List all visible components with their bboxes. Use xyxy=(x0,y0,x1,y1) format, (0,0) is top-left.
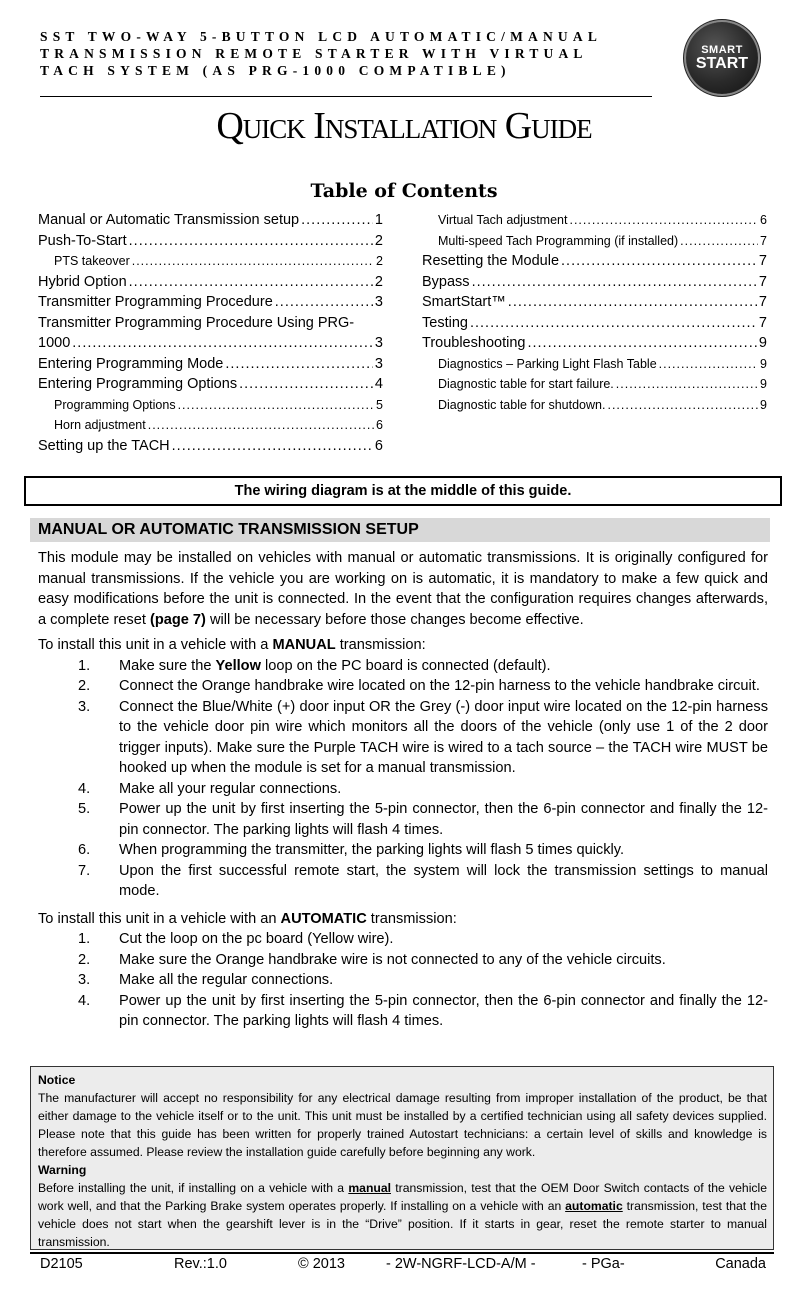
notice-text: The manufacturer will accept no responsibility for any electrical damage resulting from improper installation of the product, be that either damage to the vehicle itself or to the unit. This unit must be installed by a certified technician using all safety devices supplied. Please note that this guide has been written for properly trained Autostart technicians: a certain level of skills and knowledge is therefore assumed. Please review the installation guide carefully before beginning any work. xyxy=(38,1091,767,1159)
step-number: 4. xyxy=(78,992,91,1009)
header-divider xyxy=(40,96,652,97)
step-text xyxy=(119,656,768,677)
toc-entry-label: Virtual Tach adjustment xyxy=(438,213,568,227)
toc-subentry[interactable] xyxy=(422,395,767,416)
toc-leader-dots xyxy=(129,231,373,252)
footer-revision: Rev.:1.0 xyxy=(174,1256,227,1272)
document-header-title: SST TWO-WAY 5-BUTTON LCD AUTOMATIC/MANUAL TRANSMISSION REMOTE STARTER WITH VIRTUAL TACH SYSTEM (AS PRG-1000 COMPATIBLE) xyxy=(40,29,602,78)
toc-entry-label: Push-To-Start xyxy=(38,232,127,249)
warning-text-c: transmission, test that the vehicle does not start when the gearshift lever is in the “Drive” position. If it starts in gear, reset the remote starter to manual transmission. xyxy=(38,1199,767,1249)
step-text-pre: When programming the transmitter, the parking lights will flash 5 times quickly. xyxy=(119,842,625,858)
warning-text xyxy=(38,1179,767,1251)
toc-subentry[interactable] xyxy=(38,251,383,272)
toc-entry-continued[interactable] xyxy=(38,333,383,354)
step-text xyxy=(119,697,768,779)
intro-page-ref: (page 7) xyxy=(149,611,206,628)
toc-page-number: 7 xyxy=(758,253,767,269)
toc-entry[interactable] xyxy=(38,313,383,334)
toc-leader-dots xyxy=(607,395,758,416)
intro-paragraph xyxy=(38,548,768,630)
toc-entry[interactable] xyxy=(422,251,767,272)
toc-leader-dots xyxy=(132,251,374,272)
step-number: 5. xyxy=(78,801,91,817)
toc-leader-dots xyxy=(659,354,758,375)
step-text-pre: Connect the Orange handbrake wire located on the 12-pin harness to the vehicle handbrake circuit. xyxy=(119,678,760,694)
manual-intro-end: transmission: xyxy=(335,637,426,653)
step-number: 1. xyxy=(78,657,91,674)
toc-leader-dots xyxy=(561,251,757,272)
toc-leader-dots xyxy=(301,210,373,231)
toc-right-column xyxy=(422,210,767,415)
toc-page-number: 4 xyxy=(374,376,383,392)
toc-page-number: 3 xyxy=(374,294,383,310)
toc-leader-dots xyxy=(148,415,374,436)
toc-entry[interactable] xyxy=(422,272,767,293)
smartstart-logo xyxy=(686,22,758,94)
step-text-bold: Yellow xyxy=(215,657,261,674)
toc-subentry[interactable] xyxy=(422,354,767,375)
toc-entry-label: Transmitter Programming Procedure Using PRG- xyxy=(38,314,355,331)
toc-entry-label: PTS takeover xyxy=(54,254,130,268)
step-text: Cut the loop on the pc board (Yellow wire). xyxy=(119,931,394,947)
manual-step xyxy=(38,697,768,779)
toc-entry-label: Hybrid Option xyxy=(38,273,127,290)
toc-entry-label: Multi-speed Tach Programming (if installed) xyxy=(438,233,679,248)
manual-step xyxy=(38,840,768,861)
toc-page-number: 9 xyxy=(760,377,767,391)
toc-title: Table of Contents xyxy=(310,180,498,202)
warning-heading: Warning xyxy=(38,1163,87,1177)
toc-page-number: 6 xyxy=(374,437,383,454)
toc-leader-dots xyxy=(129,272,373,293)
step-text-post: loop on the PC board is connected (default). xyxy=(260,657,551,674)
manual-step xyxy=(38,799,768,840)
step-number: 3. xyxy=(78,972,91,988)
step-number: 2. xyxy=(78,678,91,694)
toc-entry-label: Transmitter Programming Procedure xyxy=(38,294,273,310)
toc-page-number: 3 xyxy=(374,355,383,372)
step-number: 4. xyxy=(78,780,91,797)
footer-country: Canada xyxy=(715,1256,766,1272)
warning-text-b: transmission, test that the OEM Door Switch contacts of the vehicle work well, and that the Parking Brake system operates properly. If installing on a vehicle with an xyxy=(38,1181,767,1213)
manual-steps-list xyxy=(38,656,768,902)
auto-intro-end: transmission: xyxy=(366,910,457,927)
intro-text-end: will be necessary before those changes become effective. xyxy=(205,611,584,628)
toc-page-number: 7 xyxy=(758,294,767,310)
step-text-pre: Connect the Blue/White (+) door input OR the Grey (-) door input wire located on the 12-pin harness to the vehicle door pin wire which monitors all the doors of the vehicle (only use 1 of the 2 door trigger inputs). Make sure the Purple TACH wire is wired to a tach source – the TACH wire MUST be hooked up when the module is set for a manual transmission. xyxy=(119,698,768,776)
auto-intro xyxy=(38,909,768,930)
toc-left-column xyxy=(38,210,383,456)
step-text xyxy=(119,779,768,800)
toc-entry-label: Manual or Automatic Transmission setup xyxy=(38,212,300,228)
manual-step xyxy=(38,656,768,677)
toc-page-number: 2 xyxy=(374,273,383,290)
toc-page-number: 7 xyxy=(758,314,767,331)
automatic-steps-list xyxy=(38,929,768,1032)
step-text: Make sure the Orange handbrake wire is not connected to any of the vehicle circuits. xyxy=(119,951,666,968)
manual-intro xyxy=(38,635,768,656)
toc-page-number: 3 xyxy=(374,335,383,351)
toc-leader-dots xyxy=(508,292,757,313)
automatic-step xyxy=(38,970,768,991)
step-text xyxy=(119,676,768,697)
toc-entry-label: Programming Options xyxy=(54,397,176,412)
warning-text-a: Before installing the unit, if installing on a vehicle with a xyxy=(38,1181,349,1195)
manual-step xyxy=(38,676,768,697)
page-footer xyxy=(30,1254,774,1274)
footer-page: - PGa- xyxy=(582,1256,625,1272)
toc-entry-label: Entering Programming Options xyxy=(38,376,238,392)
toc-page-number: 5 xyxy=(376,397,383,412)
toc-entry-label-cont: 1000 xyxy=(38,335,71,351)
automatic-step xyxy=(38,991,768,1032)
toc-entry-label: Horn adjustment xyxy=(54,418,146,432)
step-number: 2. xyxy=(78,951,91,968)
step-text-pre: Power up the unit by first inserting the 5-pin connector, then the 6-pin connector and finally the 12-pin connector. The parking lights will flash 4 times. xyxy=(119,801,768,838)
toc-page-number: 9 xyxy=(760,397,767,412)
toc-leader-dots xyxy=(470,313,757,334)
toc-page-number: 7 xyxy=(758,273,767,290)
manual-step xyxy=(38,861,768,902)
auto-intro-text: To install this unit in a vehicle with an xyxy=(38,910,281,927)
toc-entry-label: Diagnostic table for shutdown. xyxy=(438,397,606,412)
toc-page-number: 7 xyxy=(760,233,767,248)
warning-automatic-keyword: automatic xyxy=(565,1199,623,1213)
toc-page-number: 9 xyxy=(758,335,767,351)
toc-leader-dots xyxy=(239,374,373,395)
toc-page-number: 2 xyxy=(376,254,383,268)
toc-entry[interactable] xyxy=(422,313,767,334)
toc-entry-label: Testing xyxy=(422,314,468,331)
toc-subentry[interactable] xyxy=(422,374,767,395)
toc-entry-label: Setting up the TACH xyxy=(38,437,170,454)
toc-leader-dots xyxy=(680,231,758,252)
step-text: Power up the unit by first inserting the 5-pin connector, then the 6-pin connector and finally the 12-pin connector. The parking lights will flash 4 times. xyxy=(119,992,768,1029)
toc-leader-dots xyxy=(616,374,758,395)
toc-entry[interactable] xyxy=(422,292,767,313)
section-body xyxy=(38,548,768,1039)
automatic-step xyxy=(38,929,768,950)
toc-entry-label: SmartStart™ xyxy=(422,294,506,310)
toc-leader-dots xyxy=(569,210,758,231)
toc-leader-dots xyxy=(72,333,373,354)
step-number: 1. xyxy=(78,931,91,947)
intro-text: This module may be installed on vehicles with manual or automatic transmissions. It is originally configured for manual transmissions. If the vehicle you are working on is automatic, it is mandatory to make a few quick and easy modifications before the unit is connected. In the event that the configuration requires changes afterwards, a complete reset xyxy=(38,550,768,628)
footer-copyright: © 2013 xyxy=(298,1256,345,1272)
toc-entry[interactable] xyxy=(38,292,383,313)
automatic-step xyxy=(38,950,768,971)
toc-entry-label: Bypass xyxy=(422,273,470,290)
step-number: 6. xyxy=(78,842,91,858)
toc-entry[interactable] xyxy=(422,333,767,354)
toc-subentry[interactable] xyxy=(422,210,767,231)
toc-leader-dots xyxy=(225,354,373,375)
logo-text-smart: SMART xyxy=(701,43,743,56)
toc-leader-dots xyxy=(275,292,373,313)
wiring-diagram-note: The wiring diagram is at the middle of this guide. xyxy=(24,476,782,506)
logo-text-start: START xyxy=(695,54,749,72)
step-text: Make all the regular connections. xyxy=(119,972,334,988)
toc-entry[interactable] xyxy=(38,436,383,457)
step-text xyxy=(119,861,768,902)
toc-leader-dots xyxy=(178,395,374,416)
toc-leader-dots xyxy=(527,333,756,354)
toc-entry-label: Diagnostic table for start failure. xyxy=(438,377,614,391)
toc-page-number: 6 xyxy=(376,418,383,432)
manual-step xyxy=(38,779,768,800)
manual-intro-text: To install this unit in a vehicle with a xyxy=(38,637,273,653)
toc-entry-label: Troubleshooting xyxy=(422,335,526,351)
toc-entry[interactable] xyxy=(38,210,383,231)
section-heading: MANUAL OR AUTOMATIC TRANSMISSION SETUP xyxy=(30,518,770,542)
toc-entry[interactable] xyxy=(38,231,383,252)
step-text-pre: Make sure the xyxy=(119,657,216,674)
notice-heading: Notice xyxy=(38,1073,76,1087)
guide-title: Quick Installation Guide xyxy=(216,105,592,147)
toc-subentry[interactable] xyxy=(38,395,383,416)
footer-model: - 2W-NGRF-LCD-A/M - xyxy=(386,1256,536,1272)
step-number: 3. xyxy=(78,698,91,715)
step-text xyxy=(119,840,768,861)
automatic-keyword: AUTOMATIC xyxy=(280,910,367,927)
step-number: 7. xyxy=(78,862,91,879)
toc-subentry[interactable] xyxy=(38,415,383,436)
toc-entry[interactable] xyxy=(38,272,383,293)
manual-keyword: MANUAL xyxy=(272,637,336,653)
step-text-pre: Make all your regular connections. xyxy=(119,780,342,797)
toc-entry-label: Diagnostics – Parking Light Flash Table xyxy=(438,356,657,371)
warning-manual-keyword: manual xyxy=(348,1181,391,1195)
toc-entry[interactable] xyxy=(38,374,383,395)
toc-subentry[interactable] xyxy=(422,231,767,252)
toc-entry-label: Resetting the Module xyxy=(422,253,560,269)
toc-page-number: 2 xyxy=(374,232,383,249)
toc-page-number: 9 xyxy=(760,356,767,371)
toc-page-number: 1 xyxy=(374,212,383,228)
toc-entry-label: Entering Programming Mode xyxy=(38,355,224,372)
footer-doc-number: D2105 xyxy=(40,1256,83,1272)
toc-entry[interactable] xyxy=(38,354,383,375)
notice-box xyxy=(30,1066,774,1250)
step-text-pre: Upon the first successful remote start, the system will lock the transmission settings to manual mode. xyxy=(119,862,768,899)
toc-leader-dots xyxy=(472,272,757,293)
toc-page-number: 6 xyxy=(760,213,767,227)
step-text xyxy=(119,799,768,840)
toc-leader-dots xyxy=(172,436,373,457)
